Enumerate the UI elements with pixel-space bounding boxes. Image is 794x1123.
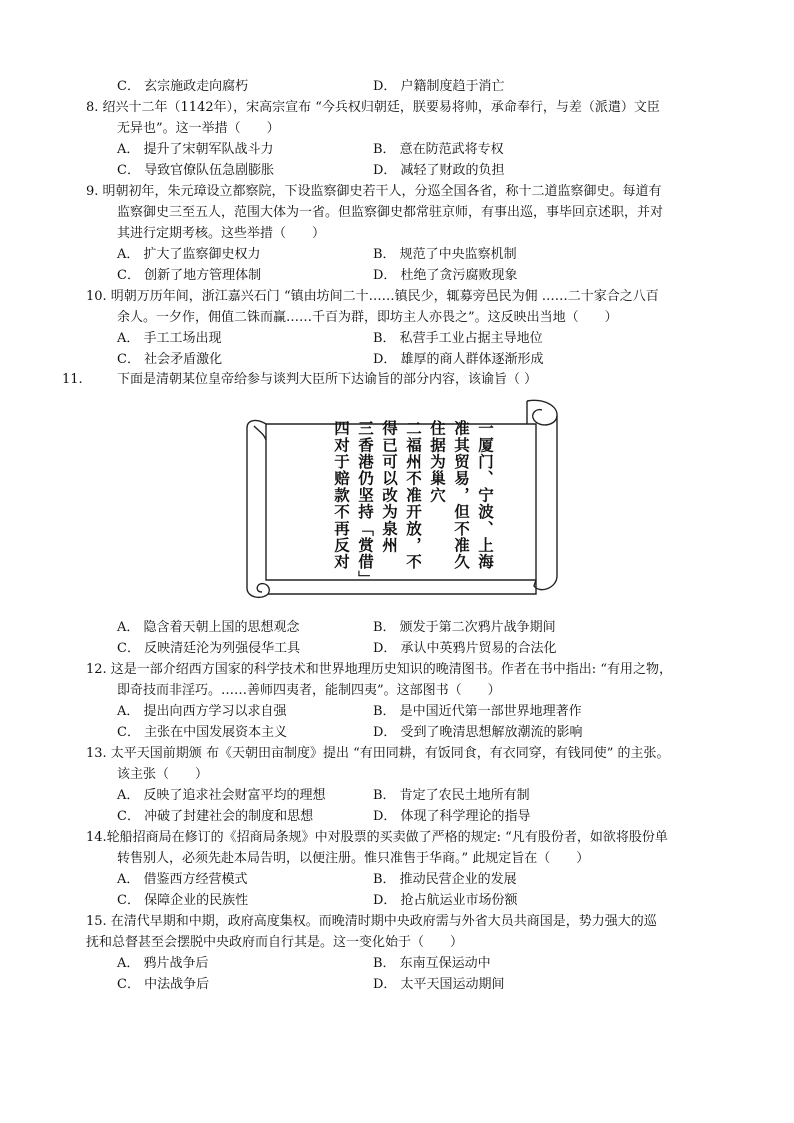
q12-option-d: D． 受到了晚清思想解放潮流的影响 [373,725,583,740]
q13-option-c: C． 冲破了封建社会的制度和思想 [117,809,314,824]
scroll-column-7: 四对于赔款不再反对 [332,420,351,571]
q13-option-d: D． 体现了科学理论的指导 [373,809,531,824]
q12-option-a: A． 提出向西方学习以求自强 [117,704,287,719]
q12-stem-line2: 即奇技而非淫巧。……善师四夷者，能制四夷”。这部图书（ ） [117,683,501,698]
q14-option-d: D． 抢占航运业市场份额 [373,893,518,908]
q9-stem-line1: 9. 明朝初年，朱元璋设立都察院，下设监察御史若干人，分巡全国各省，称十二道监察御史。每道有 [86,184,662,199]
q12-option-b: B． 是中国近代第一部世界地理著作 [373,704,582,719]
q10-stem-line1: 10. 明朝万历年间，浙江嘉兴石门 “镇由坊间二十……镇民少，辄募旁邑民为佣 ……二十家合之八百 [86,289,659,304]
q9-option-b: B． 规范了中央监察机制 [373,247,517,262]
q11-option-c: C． 反映清廷沦为列强侵华工具 [117,641,301,656]
scroll-column-6: 三香港仍坚持「赏借」 [356,420,375,587]
q15-option-c: C． 中法战争后 [117,977,210,992]
q11-number: 11. [62,372,83,387]
q9-stem-line2: 监察御史三至五人，范围大体为一省。但监察御史都常驻京师，有事出巡，事毕回京述职，并对 [117,205,664,220]
scroll-column-5: 得已可以改为泉州 [380,420,399,554]
q9-option-a: A． 扩大了监察御史权力 [117,247,261,262]
q15-stem-line1: 15. 在清代早期和中期，政府高度集权。而晚清时期中央政府需与外省大员共商国是，势力强大的巡 [86,914,657,929]
q14-option-a: A． 借鉴西方经营模式 [117,872,248,887]
q14-option-b: B． 推动民营企业的发展 [373,872,517,887]
q13-stem-line1: 13. 太平天国前期颁 布《天朝田亩制度》提出 “有田同耕，有饭同食，有衣同穿，有钱同使” 的主张。 [86,746,670,761]
q7-option-c: C． 玄宗施政走向腐朽 [117,79,249,94]
q12-stem-line1: 12. 这是一部介绍西方国家的科学技术和世界地理历史知识的晚清图书。作者在书中指出: “有用之物， [86,662,672,677]
q13-stem-line2: 该主张（ ） [117,767,209,782]
q15-stem-line2: 抚和总督甚至会摆脱中央政府而自行其是。这一变化始于（ ） [86,935,464,950]
edict-scroll-image [244,398,562,600]
q14-stem-line2: 转售别人，必须先赴本局告明，以便注册。惟只准售于华商。” 此规定旨在（ ） [117,851,590,866]
q8-stem-line2: 无异也”。这一举措（ ） [117,121,280,136]
q8-stem-line1: 8. 绍兴十二年（1142年），宋高宗宣布 “今兵权归朝廷，朕要易将帅，承命奉行，与差（派遣）文臣 [86,100,660,115]
q9-stem-line3: 其进行定期考核。这些举措（ ） [117,226,326,241]
q10-option-c: C． 社会矛盾激化 [117,352,223,367]
q15-option-b: B． 东南互保运动中 [373,956,491,971]
q15-option-a: A． 鸦片战争后 [117,956,209,971]
q10-option-b: B． 私营手工业占据主导地位 [373,331,543,346]
scroll-column-4: 二福州不准开放，不 [404,420,423,571]
q13-option-b: B． 肯定了农民土地所有制 [373,788,530,803]
scroll-outline [244,398,562,600]
q8-option-a: A． 提升了宋朝军队战斗力 [117,142,274,157]
q12-option-c: C． 主张在中国发展资本主义 [117,725,288,740]
q10-stem-line2: 余人。一夕作，佣值二铢而赢……千百为群，即坊主人亦畏之”。这反映出当地（ ） [117,310,618,325]
scroll-column-2: 准其贸易，但不准久 [452,420,471,571]
q14-option-c: C． 保障企业的民族性 [117,893,249,908]
q10-option-a: A． 手工工场出现 [117,331,222,346]
q11-option-d: D． 承认中英鸦片贸易的合法化 [373,641,557,656]
q11-option-b: B． 颁发于第二次鸦片战争期间 [373,620,556,635]
q13-option-a: A． 反映了追求社会财富平均的理想 [117,788,326,803]
q11-option-a: A． 隐含着天朝上国的思想观念 [117,620,300,635]
q14-stem-line1: 14.轮船招商局在修订的《招商局条规》中对股票的买卖做了严格的规定: “凡有股份者，如欲将股份单 [86,830,668,845]
q9-option-d: D． 杜绝了贪污腐败现象 [373,268,518,283]
q11-stem: 下面是清朝某位皇帝给参与谈判大臣所下达谕旨的部分内容，该谕旨（ ） [117,372,538,387]
q8-option-b: B． 意在防范武将专权 [373,142,504,157]
q15-option-d: D． 太平天国运动期间 [373,977,505,992]
q8-option-d: D． 减轻了财政的负担 [373,163,505,178]
q8-option-c: C． 导致官僚队伍急剧膨胀 [117,163,275,178]
scroll-column-3: 住据为巢穴 [428,420,447,504]
q10-option-d: D． 雄厚的商人群体逐渐形成 [373,352,544,367]
q9-option-c: C． 创新了地方管理体制 [117,268,262,283]
scroll-column-1: 一厦门、宁波、上海 [476,420,495,571]
q7-option-d: D． 户籍制度趋于消亡 [373,79,505,94]
